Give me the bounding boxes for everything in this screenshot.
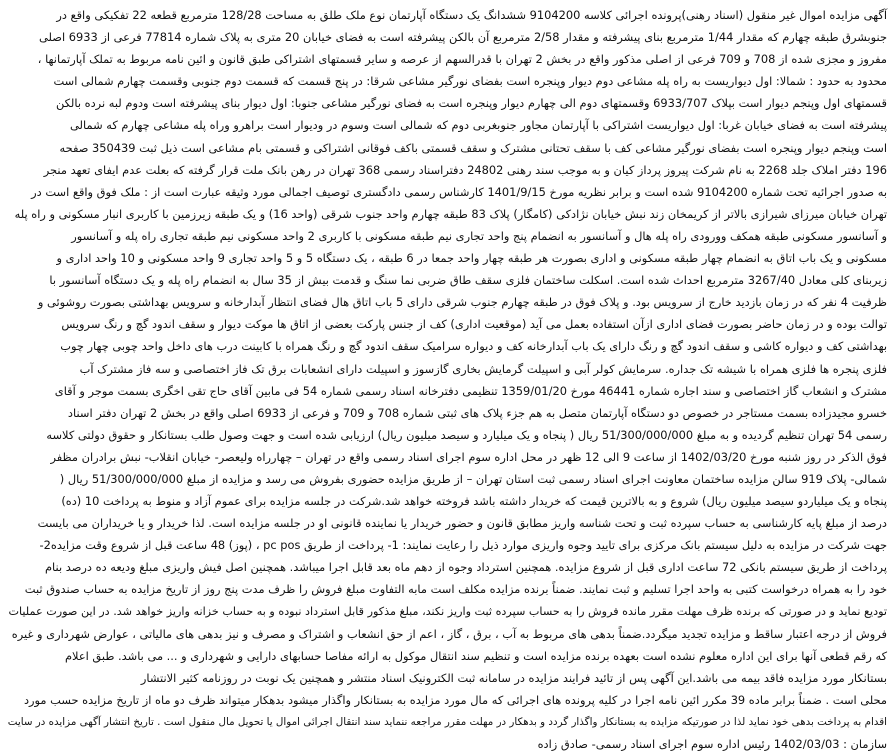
notice-line-34: سازمان : 1402/03/03 رئیس اداره سوم اجرای اسناد رسمی- صادق زاده [537,737,887,752]
notice-line-24: درصد از مبلغ پایه کارشناسی به حساب سپرده ثبت و تحت شناسه واریز مطابق قانون و حضور خریدار یا نماینده قانونی او در جلسه مزایده است. لذا خریدار و یا خریداران می بایست [37,516,887,531]
notice-line-17: فلزی پنجره ها فلزی همراه با شیشه تک جداره. سرمایش کولر آبی و اسپیلت گرمایش بخاری گازسوز و اسپیلت دارای انشعابات برق تک فاز اختصاصی و سه فاز مشترک آب [79,361,887,376]
notice-line-18: مشترک و انشعاب گاز اختصاصی و سند اجاره شماره 46441 مورخ 1359/01/20 تنظیمی دفترخانه اسناد رسمی شماره 54 فی مابین آقای حاج تقی اخگری بسمت موجر و آقای [54,383,887,398]
notice-line-15: توالت بوده و در زمان حاضر بصورت فضای اداری ازآن استفاده بعمل می آید (موقعیت اداری) کف از جنس پارکت بعضی از اتاق ها موکت دیوار و سقف اندود گچ و رنگ سرویس [61,317,887,332]
notice-line-7: است وپنجم دیوار وپنجره است بفضای نورگیر مشاعی کف با سقف تحتانی مشترک و سقف قسمتی باکف فوقانی اشتراکی و قسمتی بام مشاعی است ذیل ثبت 350439 صفحه [59,140,887,155]
notice-line-33: اقدام به پرداخت بدهی خود نماید لذا در صورتیکه مزایده به بستانکار واگذار گردد و بدهکار در مهلت مقرر مراجعه ننماید سند انتقال اجرائی اموال یا تحویل مال منقول است . تاریخ انتشار آگهی مزایده در سایت [7,716,887,728]
notice-line-5: قسمتهای اول وپنجم دیوار است بپلاک 6933/707 وقسمتهای دوم الی چهارم دیوار وپنجره است به فضای نورگیر مشاعی جنوبا: اول دیوار بنای پیشرفته است ودوم لبه نرده بالکن [55,96,887,111]
notice-line-6: پیشرفته است به فضای خیابان غربا: اول دیواریست اشتراکی با آپارتمان مجاور جنوبغربی دوم که شمالی است وسوم در ودیوار است براهرو وراه پله مشاعی چهارم که شمالی [70,118,887,133]
notice-line-12: مسکونی و یک باب اتاق به انضمام چهار طبقه مسکونی و اداری بصورت هر طبقه چهار واحد جمعا در 6 طبقه ، یک دستگاه 5 و 5 واحد تجاری 9 واحد مسکونی و 10 واحد اداری و [56,251,887,266]
notice-line-27: خود را به همراه درخواست کتبی به واحد اجرا تسلیم و ثبت نمایند. ضمناً برنده مزایده مکلف است مابه التفاوت مبلغ فروش را ظرف مدت پنج روز از تاریخ مزایده به حساب صندوق ثبت [24,582,887,597]
notice-line-28: تودیع نماید و در صورتی که برنده ظرف مهلت مقرر مانده فروش را به حساب سپرده ثبت واریز نکند، مبلغ مذکور قابل استرداد نبوده و به حساب خزانه واریز خواهد شد. در این صورت عملیات [8,604,887,618]
notice-line-14: ظرفیت 4 نفر که در زمان بازدید خارج از سرویس بود. و پلاک فوق در طبقه چهارم جنوب شرقی دارای 5 باب اتاق هال فضای انتظار آبدارخانه و سرویس بهداشتی بصورت روشوئی و [37,295,887,310]
notice-line-31: بستانکار مورد مزایده فاقد بیمه می باشد.این آگهی پس از تائید فرایند مزایده در سامانه ثبت الکترونیک اسناد منتشر و همچنین یک نوبت در روزنامه کثیر الانتشار [140,670,887,685]
notice-line-30: که رقم قطعی آنها برای این اداره معلوم نشده است بعهده برنده مزایده است و تنظیم سند انتقال موکول به ارائه مفاصا حسابهای دارایی و شهرداری و ... می باشد. طبق اعلام [65,648,887,663]
notice-line-8: 196 دفتر املاک جلد 2268 به نام شرکت پیروز پرداز کیان و به موجب سند رهنی 24802 دفتراسناد رسمی 368 تهران در رهن بانک ملت قرار گرفته که بعلت عدم ایفای تعهد منجر [43,162,887,177]
auction-notice [7,4,887,752]
notice-line-4: محدود به حدود : شمالا: اول دیواریست به راه پله مشاعی دوم دیوار وپنجره است بفضای نورگیر مشاعی شرقا: در پنج قسمت که قسمت دوم جنوبی وقسمت چهارم شمالی است [53,74,887,89]
notice-line-2: جنوبشرق طبقه چهارم که مقدار 1/44 مترمربع بنای پیشرفته و مقدار 2/58 مترمربع آن بالکن پیشرفته است به فضای خیابان 20 متری به پلاک شماره 77814 فرعی از 6933 اصلی [39,30,887,45]
notice-line-10: تهران خیابان میرزای شیرازی بالاتر از کریمخان زند نبش خیابان نژادکی (کامگار) پلاک 83 طبقه چهارم واحد جنوب شرقی (واحد 16) و یک طبقه زیرزمین با کاربری انبار مسکونی و راه پله [14,206,887,221]
notice-line-25: جهت شرکت در مزایده به دلیل سیستم بانک مرکزی برای تایید وجوه واریزی موارد ذیل را رعایت نمایند: 1- پرداخت از طریق pc pos ، (پوز) 48 ساعت قبل از شروع وقت مزایده2- [39,538,887,553]
notice-line-26: پرداخت از طریق سیستم بانکی 72 ساعت اداری قبل از شروع مزایده. همچنین استرداد وجوه از دهم ماه بعد قابل اجرا میباشد. همچنین اصل فیش واریزی مبلغ ودیعه ده درصد بنام [45,560,887,575]
notice-line-20: رسمی 54 تهران تنظیم گردیده و به مبلغ 51/300/000/000 ریال ( پنجاه و یک میلیارد و سیصد میلیون ریال) ارزیابی شده است و جهت وصول طلب بستانکار و حقوق دولتی کلاسه [46,427,887,442]
notice-line-21: فوق الذکر در روز شنبه مورخ 1402/03/20 از ساعت 9 الی 12 ظهر در محل اداره سوم اجرای اسناد رسمی واقع در تهران – چهارراه ولیعصر- خیابان انقلاب- نبش برادران مظفر [50,449,887,464]
notice-line-29: فروش از درجه اعتبار ساقط و مزایده تجدید میگردد.ضمناً بدهی های مربوط به آب ، برق ، گاز ، اعم از حق انشعاب و اشتراک و مصرف و نیز بدهی های مالیاتی ، عوارض شهرداری و غیره [11,626,887,641]
notice-line-3: مفروز و مجزی شده از 708 و 709 فرعی از اصلی مذکور واقع در بخش 2 تهران با قدرالسهم از عرصه و سایر قسمتهای اشتراکی طبق قانون و ائین نامه مربوط به تملک آپارتمانها ، [37,52,887,67]
notice-line-23: پنجاه و یک میلیاردو سیصد میلیون ریال) شروع و به بالاترین قیمت که خریدار داشته باشد فروخته خواهد شد.شرکت در جلسه مزایده برای عموم آزاد و منوط به پرداخت 10 (ده) [61,494,887,509]
notice-line-22: شمالی- پلاک 919 سالن مزایده ساختمان معاونت اجرای اسناد رسمی ثبت استان تهران – از طریق مزایده حضوری بفروش می رسد و مزایده از مبلغ 51/300/000/000 ریال ( [59,471,887,486]
notice-line-19: خسرو مجیدزاده بسمت مستاجر در خصوص دو دستگاه آپارتمان متصل به هم جزء پلاک های ثبتی شماره 708 و 709 و فرعی از 6933 اصلی واقع در بخش 2 تهران دفتر اسناد [67,405,887,420]
notice-line-11: و آسانسور مسکونی طبقه همکف وورودی راه پله هال و آسانسور به انضمام پنج واحد تجاری نیم طبقه مسکونی با کاربری 2 واحد مسکونی نیم طبقه تجاری راه پله و آسانسور [71,228,887,243]
notice-line-1: آگهی مزایده اموال غیر منقول (اسناد رهنی)پرونده اجرائی کلاسه 9104200 ششدانگ یک دستگاه آپارتمان نوع ملک طلق به مساحت 128/28 مترمربع قطعه 22 تفکیکی واقع در [56,8,887,22]
notice-line-13: زیربنای کلی معادل 3267/40 مترمربع احداث شده است. اسکلت ساختمان فلزی سقف طاق ضربی نما سنگ و قدمت بیش از 35 سال به انضمام راه پله و یک دستگاه آسانسور با [49,273,887,288]
notice-line-9: به صدور اجرائیه تحت شماره 9104200 شده است و برابر نظریه مورخ 1401/9/15 کارشناس رسمی دادگستری توصیف اجمالی مورد وثیقه عبارت است از : ملک فوق واقع است در [31,184,887,199]
notice-line-32: محلی است . ضمناً برابر ماده 39 مکرر ائین نامه اجرا در کلیه پرونده های اجرائی که مال مورد مزایده به بستانکار واگذار میشود بدهکار میتواند ظرف دو ماه از تاریخ مزایده حسب مورد [23,692,887,707]
notice-line-16: بهداشتی کف و دیواره کاشی و سقف اندود گچ و رنگ دارای یک باب آبدارخانه کف و دیواره سرامیک سقف اندود گچ و رنگ همراه با کابینت درب های داخل واحد چوبی چهار چوب [60,339,887,354]
